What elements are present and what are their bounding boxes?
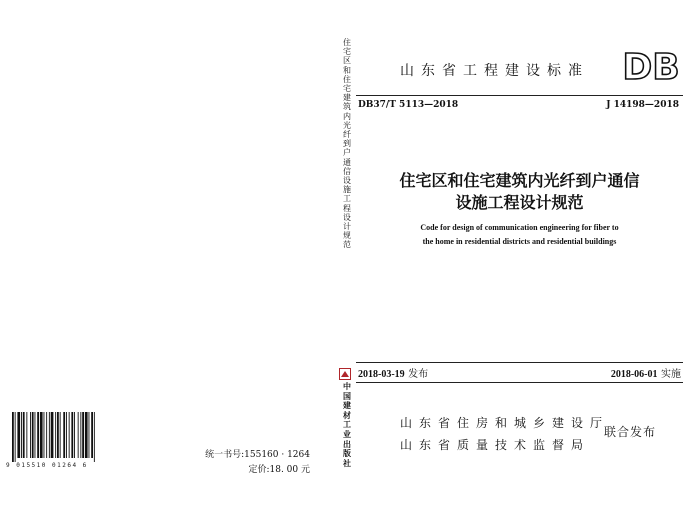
unified-book-number: 统一书号:155160 · 1264 — [205, 450, 310, 460]
implement-label: 实施 — [661, 369, 681, 380]
issuing-authorities — [400, 412, 609, 456]
publisher-logo-icon — [339, 368, 351, 380]
issuer-quality-bureau: 山东省质量技术监督局 — [400, 438, 591, 452]
svg-text:DB: DB — [622, 48, 680, 84]
price: 定价:18. 00 元 — [248, 465, 310, 475]
implement-date-block — [611, 365, 681, 380]
implement-date: 2018-06-01 — [610, 369, 658, 380]
spine-publisher: 中国建材工业出版社 — [343, 381, 351, 468]
issue-date: 2018-03-19 — [358, 369, 405, 380]
bottom-rule — [356, 382, 683, 383]
title-chinese-line1: 住宅区和住宅建筑内光纤到户通信 — [399, 171, 640, 190]
title-english-line1: Code for design of communication engineering for fiber to — [420, 223, 619, 232]
title-chinese-line2: 设施工程设计规范 — [455, 193, 584, 212]
issue-label: 发布 — [408, 369, 429, 380]
price-block — [200, 448, 310, 478]
issuer-housing-department: 山东省住房和城乡建设厅 — [400, 416, 610, 430]
db-logo — [620, 48, 682, 84]
barcode-digits: 9 015510 01264 6 — [6, 462, 88, 469]
joint-issue-label: 联合发布 — [604, 425, 657, 439]
title-chinese — [356, 170, 683, 214]
top-rule — [356, 95, 683, 96]
issue-date-block — [358, 365, 428, 380]
standard-heading: 山东省工程建设标准 — [400, 63, 589, 79]
date-rule — [356, 362, 683, 363]
title-english — [356, 221, 683, 249]
spine-title: 住宅区和住宅建筑内光纤到户通信设施工程设计规范 — [343, 38, 351, 250]
standard-number: DB37/T 5113—2018 — [358, 100, 459, 110]
record-number: J 14198—2018 — [606, 100, 679, 110]
title-english-line2: the home in residential districts and residential buildings — [422, 237, 617, 246]
